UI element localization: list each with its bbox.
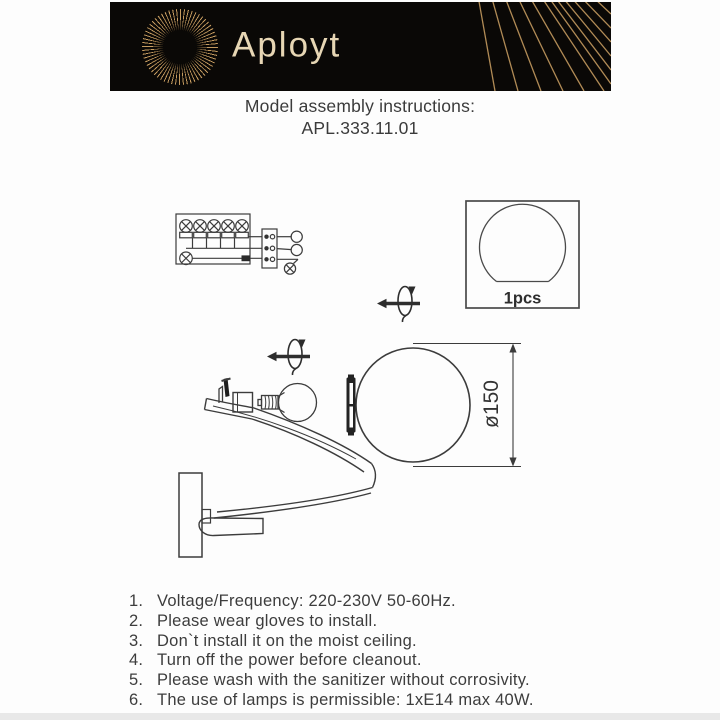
instruction-item [0,612,720,632]
lamp-symbols-row [180,220,249,238]
instruction-item [0,632,720,652]
package-sphere-icon [480,204,566,281]
instruction-item [0,691,720,711]
wiring-diagram [176,214,302,274]
instruction-text: Don`t install it on the moist ceiling. [157,631,417,650]
bulb-icon [258,384,317,422]
wall-mount-plate [179,473,211,557]
diameter-label: ø150 [480,380,503,428]
diameter-dimension [413,344,521,467]
instruction-text: The use of lamps is permissible: 1xE14 max 40W. [157,690,534,709]
instruction-item [0,651,720,671]
instruction-text: Please wear gloves to install. [157,611,378,630]
instruction-item [0,592,720,612]
instruction-item [0,671,720,691]
instruction-text: Voltage/Frequency: 220-230V 50-60Hz. [157,592,456,610]
instruction-number: 5. [129,671,144,690]
instruction-number: 2. [129,611,144,630]
brand-name: Aployt [232,24,342,64]
screw-rotation-icon [267,340,310,376]
page-title: Model assembly instructions: [244,96,476,116]
instruction-text: Please wash with the sanitizer without corrosivity. [157,671,530,690]
instruction-number: 4. [129,651,144,670]
globe-bracket [347,375,356,436]
instruction-number: 6. [129,690,144,709]
model-number: APL.333.11.01 [301,118,419,138]
bottom-edge-strip [0,713,720,720]
instruction-number: 1. [129,592,144,610]
lamp-globe [347,348,471,462]
screw-rotation-icon [377,287,420,323]
instruction-text: Turn off the power before cleanout. [157,651,422,670]
instruction-number: 3. [129,631,144,650]
package-box [466,201,579,308]
instruction-list [0,592,720,711]
package-count-label: 1pcs [503,289,542,308]
